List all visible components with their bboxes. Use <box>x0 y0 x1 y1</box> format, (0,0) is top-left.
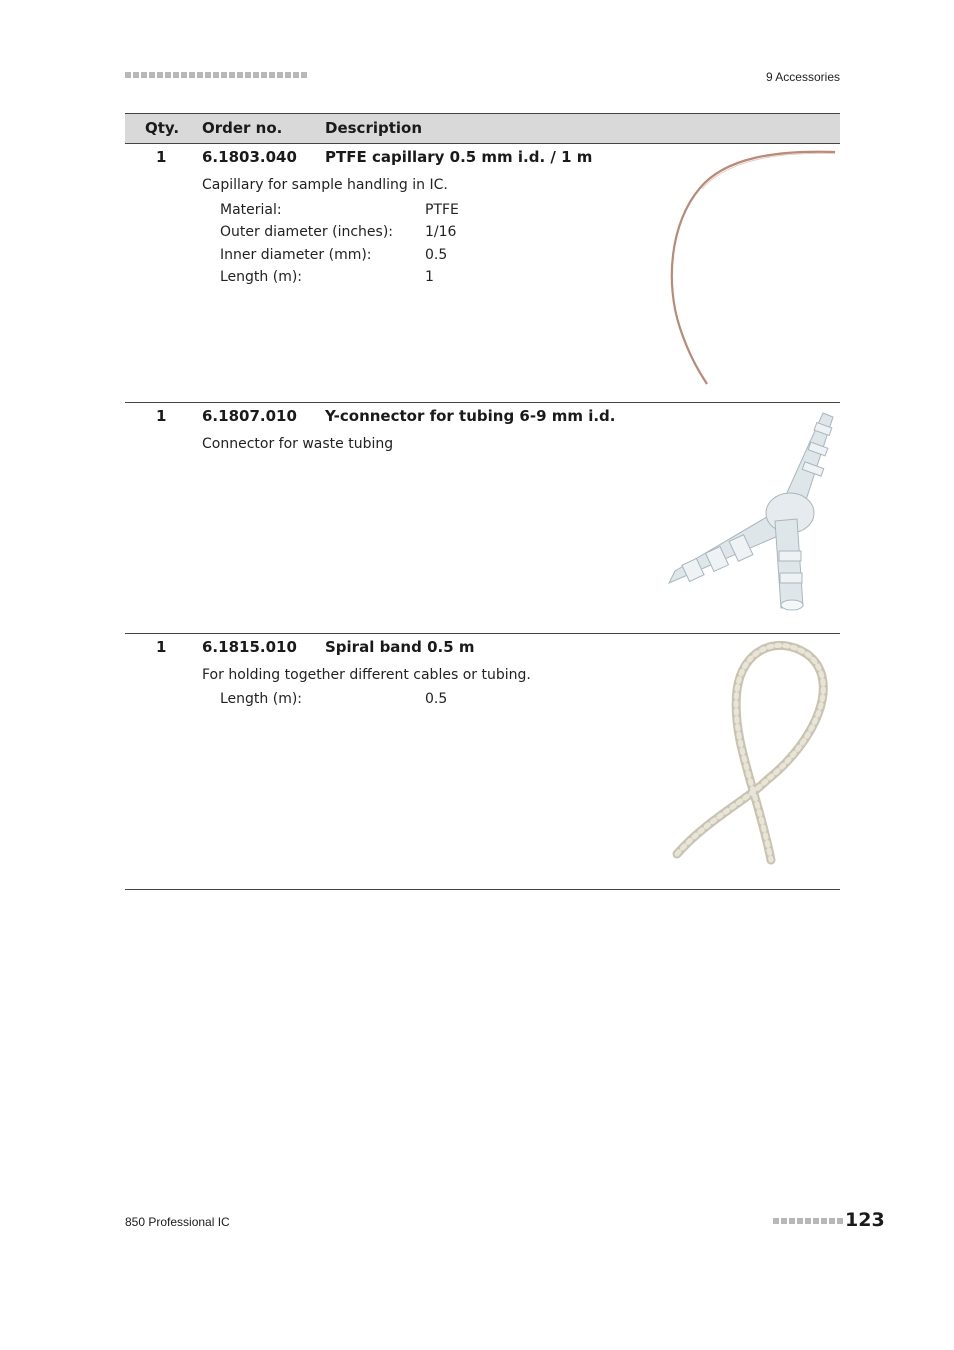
row-description: For holding together different cables or tubing. <box>202 667 531 683</box>
row-order-no: 6.1815.010 <box>202 638 297 656</box>
spec-label: Length (m): <box>220 269 303 285</box>
row-qty: 1 <box>156 638 167 656</box>
row-title: Y-connector for tubing 6-9 mm i.d. <box>325 407 616 425</box>
spiral-band-image <box>667 640 840 872</box>
accessories-table <box>125 113 840 890</box>
ptfe-capillary-image <box>665 148 840 388</box>
header-order-no: Order no. <box>202 119 283 137</box>
table-row <box>125 144 840 403</box>
header-description: Description <box>325 119 423 137</box>
spec-label: Material: <box>220 202 282 218</box>
product-title: 850 Professional IC <box>125 1215 230 1229</box>
row-qty: 1 <box>156 148 167 166</box>
spec-label: Outer diameter (inches): <box>220 224 393 240</box>
table-row <box>125 403 840 634</box>
page-number: 123 <box>845 1209 885 1231</box>
spec-value: 1 <box>425 269 434 285</box>
spec-value: PTFE <box>425 202 459 218</box>
header-qty: Qty. <box>145 119 180 137</box>
footer-decoration <box>773 1218 843 1224</box>
row-qty: 1 <box>156 407 167 425</box>
table-header <box>125 113 840 144</box>
spec-value: 1/16 <box>425 224 457 240</box>
header-decoration <box>125 72 307 78</box>
spec-label: Inner diameter (mm): <box>220 247 372 263</box>
row-description: Connector for waste tubing <box>202 436 394 452</box>
row-order-no: 6.1807.010 <box>202 407 297 425</box>
spec-value: 0.5 <box>425 247 448 263</box>
row-order-no: 6.1803.040 <box>202 148 297 166</box>
row-title: Spiral band 0.5 m <box>325 638 475 656</box>
row-title: PTFE capillary 0.5 mm i.d. / 1 m <box>325 148 593 166</box>
spec-value: 0.5 <box>425 691 448 707</box>
row-description: Capillary for sample handling in IC. <box>202 177 448 193</box>
y-connector-image <box>665 411 840 616</box>
table-row <box>125 634 840 890</box>
chapter-title: 9 Accessories <box>765 70 840 84</box>
spec-label: Length (m): <box>220 691 303 707</box>
